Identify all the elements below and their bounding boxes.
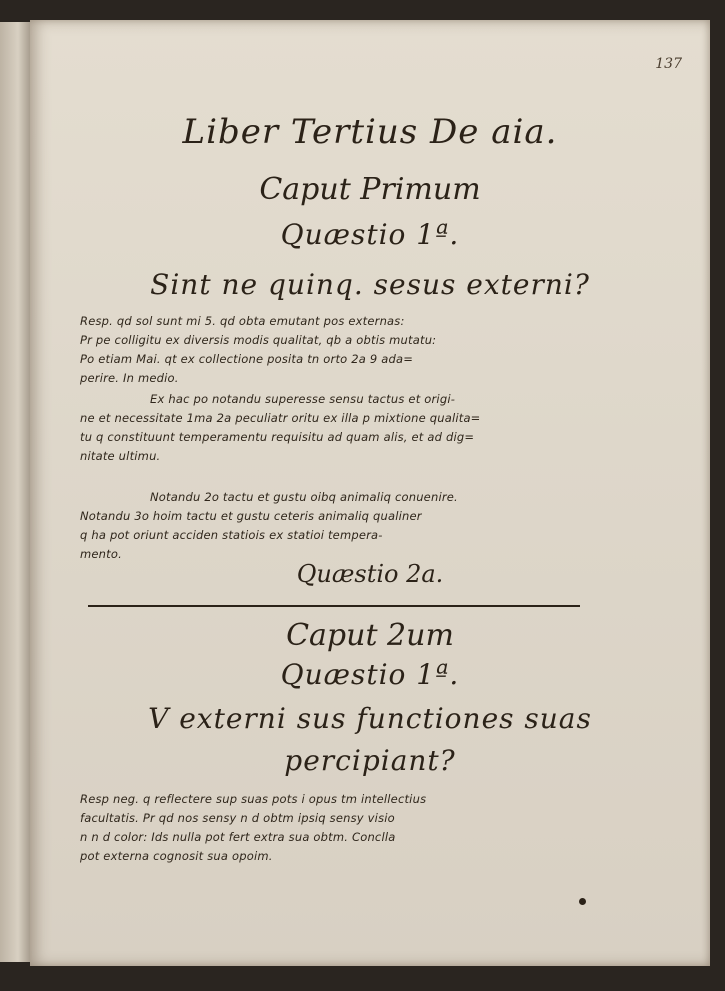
ink-dot [579,898,586,905]
paragraph-note-1 [80,390,620,466]
paragraph-note-2 [80,488,620,564]
text-line: Po etiam Mai. qt ex collectione posita tn orto 2a 9 ada= [80,352,414,366]
question-text: V externi sus functiones suas [148,702,592,735]
text-line: Pr pe colligitu ex diversis modis qualitat, qb a obtis mutatu: [80,333,437,347]
text-line: Notandu 3o hoim tactu et gustu ceteris animaliq qualiner [80,509,422,523]
chapter-heading: Caput Primum [259,172,481,207]
text-line: nitate ultimu. [80,449,161,463]
section-divider [88,605,580,607]
paragraph-response [80,312,620,388]
text-line: n n d color: Ids nulla pot fert extra sua obtm. Conclla [80,830,396,844]
text-line: Resp. qd sol sunt mi 5. qd obta emutant pos externas: [80,314,405,328]
text-line: Ex hac po notandu superesse sensu tactus et origi- [150,392,456,406]
question-heading: Quæstio 1ª. [280,218,460,251]
folio-number: 137 [655,56,682,72]
question-heading: Quæstio 1ª. [280,658,460,691]
text-line: Notandu 2o tactu et gustu oibq animaliq conuenire. [150,490,458,504]
question-2-heading: Quæstio 2a. [296,560,444,588]
text-line: pot externa cognosit sua opoim. [80,849,273,863]
paragraph-response-2 [80,790,620,866]
text-line: perire. In medio. [80,371,179,385]
question-text: percipiant? [284,744,456,777]
text-line: facultatis. Pr qd nos sensy n d obtm ipsiq sensy visio [80,811,395,825]
text-line: ne et necessitate 1ma 2a peculiatr oritu ex illa p mixtione qualita= [80,411,481,425]
text-line: tu q constituunt temperamentu requisitu ad quam alis, et ad dig= [80,430,475,444]
text-line: Resp neg. q reflectere sup suas pots i opus tm intellectius [80,792,427,806]
book-title: Liber Tertius De aia. [182,112,558,152]
text-line: q ha pot oriunt acciden statiois ex statioi tempera- [80,528,383,542]
question-text: Sint ne quinq. sesus externi? [150,268,590,301]
chapter-2-heading: Caput 2um [286,618,454,653]
facing-page-edge [0,22,32,962]
text-line: mento. [80,547,122,561]
manuscript-page [30,20,710,966]
